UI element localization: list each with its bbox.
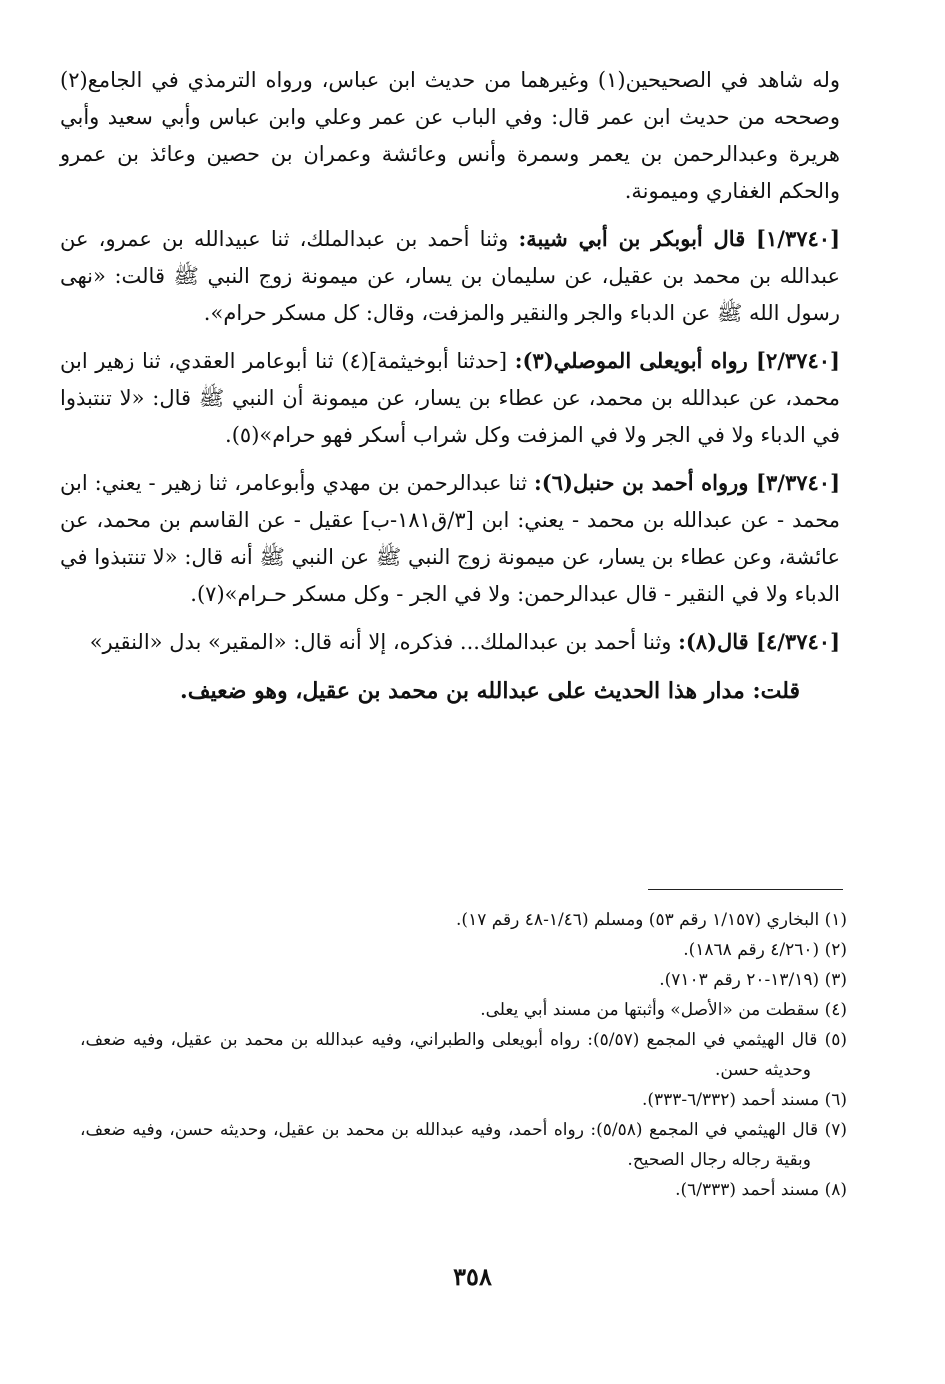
footnote-4: (٤) سقطت من «الأصل» وأثبتها من مسند أبي يعلى. [480, 1000, 847, 1020]
footnote-7: (٧) قال الهيثمي في المجمع (٥/٥٨): رواه أحمد، وفيه عبدالله بن محمد بن عقيل، وحديثه حسن، وفيه ضعف، وبقية رجاله رجال الصحيح. [80, 1120, 847, 1170]
footnote-5: (٥) قال الهيثمي في المجمع (٥/٥٧): رواه أبويعلى والطبراني، وفيه عبدالله بن محمد بن عقيل، وفيه ضعف، وحديثه حسن. [80, 1030, 847, 1080]
hadith-entry-3 [60, 464, 840, 613]
footnote-2: (٢) (٤/٢٦٠ رقم ١٨٦٨). [683, 940, 847, 960]
page-number: ٣٥٨ [453, 1262, 492, 1291]
footnote-divider [648, 889, 843, 890]
entry-reference: [١/٣٧٤٠] قال أبوبكر بن أبي شيبة: [518, 226, 841, 251]
entry-reference: [٤/٣٧٤٠] قال(٨): [678, 629, 840, 654]
hadith-entry-4 [60, 623, 840, 661]
entry-text: وثنا أحمد بن عبدالملك، ثنا عبيدالله بن عمرو، عن عبدالله بن محمد بن عقيل، عن سليمان بن يسار، عن ميمونة زوج النبي ﷺ قالت: «نهى رسول الله ﷺ عن الدباء والجر والنقير والمزفت، وقال: كل مسكر حرام». [60, 227, 840, 325]
footnote-6: (٦) مسند أحمد (٦/٣٣٢-٣٣٣). [641, 1090, 847, 1110]
hadith-entry-1 [60, 220, 840, 332]
entry-reference: [٣/٣٧٤٠] ورواه أحمد بن حنبل(٦): [534, 470, 841, 495]
entry-text: ثنا عبدالرحمن بن مهدي وأبوعامر، ثنا زهير - يعني: ابن محمد - عن عبدالله بن محمد - يعني: ابن [٣/ق١٨١-ب] عقيل - عن القاسم بن محمد، عن عائشة، وعن عطاء بن يسار، عن ميمونة زوج النبي ﷺ عن النبي ﷺ أنه قال: «لا تنتبذوا في الدباء ولا في النقير - قال عبدالرحمن: ولا في الجر - وكل مسكر حـرام»(٧). [60, 471, 840, 606]
paragraph-text: وله شاهد في الصحيحين(١) وغيرهما من حديث ابن عباس، ورواه الترمذي في الجامع(٢) وصححه من حديث ابن عمر قال: وفي الباب عن عمر وعلي وابن عباس وأبي سعيد وأبي هريرة وعبدالرحمن بن يعمر وسمرة وأنس وعائشة وعمران بن حصين وعائذ بن عمرو والحكم الغفاري وميمونة. [60, 68, 840, 203]
footnote-8: (٨) مسند أحمد (٦/٣٣٣). [675, 1180, 847, 1200]
entry-text: [حدثنا أبوخيثمة](٤) ثنا أبوعامر العقدي، ثنا زهير ابن محمد، عن عبدالله بن محمد، عن عطاء بن يسار، عن ميمونة أن النبي ﷺ قال: «لا تنتبذوا في الدباء ولا في الجر ولا في المزفت وكل شراب أسكر فهو حرام»(٥). [60, 349, 840, 447]
conclusion-note: قلت: مدار هذا الحديث على عبدالله بن محمد بن عقيل، وهو ضعيف. [180, 678, 800, 704]
entry-text: وثنا أحمد بن عبدالملك... فذكره، إلا أنه قال: «المقير» بدل «النقير» [89, 630, 679, 654]
footnote-3: (٣) (١٣/١٩-٢٠ رقم ٧١٠٣). [659, 970, 847, 990]
hadith-entry-2 [60, 342, 840, 454]
intro-paragraph [60, 62, 840, 210]
footnotes [80, 905, 847, 1205]
main-text [60, 62, 840, 711]
footnote-1: (١) البخاري (١/١٥٧ رقم ٥٣) ومسلم (١/٤٦-٤٨ رقم ١٧). [456, 910, 847, 930]
entry-reference: [٢/٣٧٤٠] رواه أبويعلى الموصلي(٣): [514, 348, 840, 373]
